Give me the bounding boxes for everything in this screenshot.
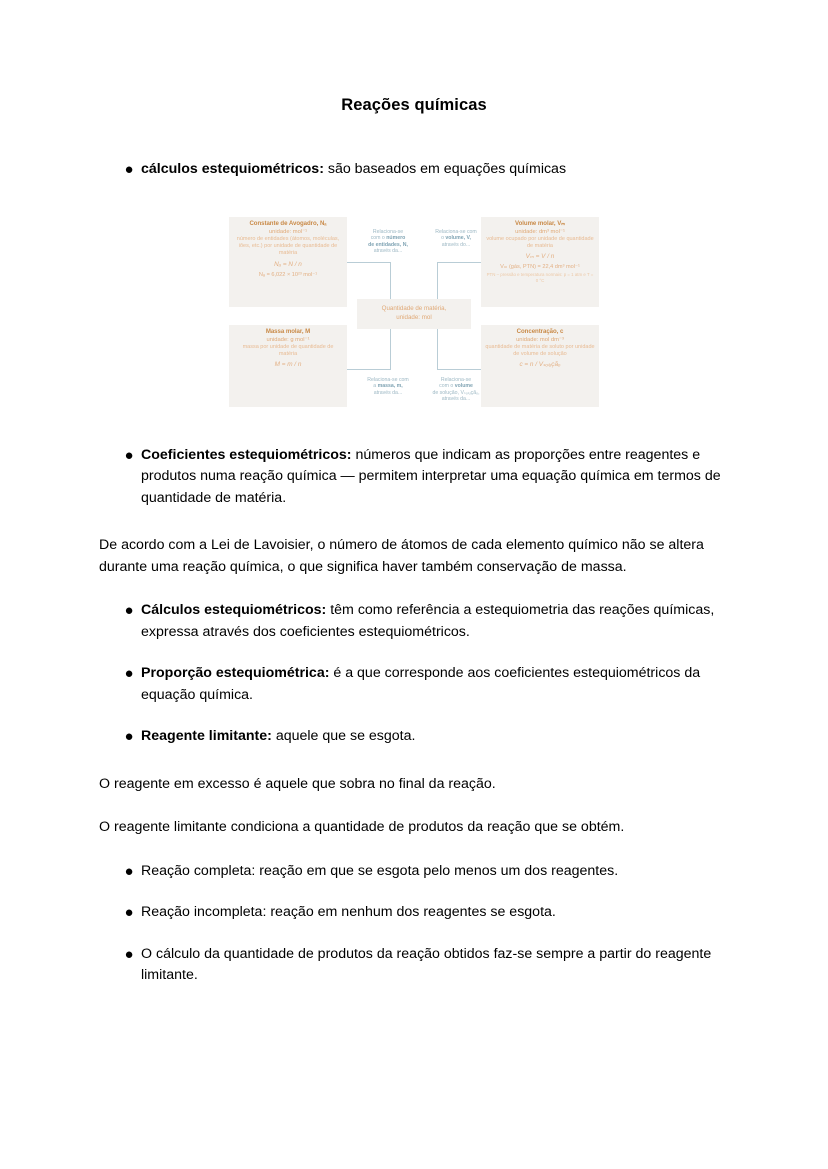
connector-text: com o [439, 383, 455, 390]
diagram-box-constante-avogadro [229, 217, 347, 307]
page-title: Reações químicas [341, 96, 487, 114]
diagram-box-formula: M = m / n [274, 361, 302, 369]
list-item-text: Reação incompleta: reação em nenhum dos reagentes se esgota. [141, 904, 556, 920]
list-item [99, 445, 729, 510]
connector-line-2 [425, 235, 487, 242]
diagram-box-note: Nₐ = 6,022 × 10²³ mol⁻¹ [258, 271, 318, 278]
diagram-box-unit: unidade: mol⁻¹ [268, 228, 308, 235]
list-item [99, 902, 729, 924]
list-item-body: são baseados em equações químicas [323, 161, 567, 177]
diagram-box-unit: unidade: mol dm⁻³ [516, 336, 564, 343]
diagram-box-unit: unidade: g mol⁻¹ [266, 336, 310, 343]
connector-line-4: através da... [373, 248, 403, 255]
spacer [99, 578, 729, 600]
connector-line-3: de solução, Vₛₒₗᵤçãₒ, [432, 389, 480, 396]
bullet-icon: ● [124, 904, 134, 921]
arrow-line-top-left-vert [390, 262, 391, 300]
list-item [99, 600, 729, 643]
diagram-box-description: volume ocupado por unidade de quantidade de matéria [486, 235, 594, 249]
list-item-label: Reagente limitante: [141, 728, 272, 744]
list-item [99, 159, 729, 181]
list-item-text [141, 600, 729, 643]
connector-line-2 [425, 383, 487, 390]
connector-line-2 [357, 235, 419, 242]
diagram-figure [99, 217, 729, 417]
connector-line-4: através da... [373, 389, 403, 396]
connector-text: com o [370, 235, 387, 242]
spacer [99, 839, 729, 861]
diagram-center-line2: unidade: mol [396, 313, 432, 321]
bullet-icon: ● [124, 446, 134, 464]
connector-text: o [441, 235, 446, 242]
diagram-box-description: massa por unidade de quantidade de matéria [242, 343, 334, 357]
diagram-box-description: quantidade de matéria de soluto por unidade de volume de solução [485, 343, 595, 357]
connector-emphasis: volume, V, [445, 235, 471, 242]
connector-text: a [373, 383, 378, 390]
list-item [99, 861, 729, 883]
list-item [99, 726, 729, 748]
connector-line-1: Relaciona-se com [435, 228, 477, 235]
diagram-center-box [357, 299, 471, 329]
list-item-text: O cálculo da quantidade de produtos da reação obtidos faz-se sempre a partir do reagente limitante. [141, 945, 712, 983]
diagram-box-subnote: PTN – pressão e temperatura normais: p = 1 atm e T = 0 °C [486, 271, 594, 283]
spacer [99, 513, 729, 535]
diagram-connector-top-left [357, 229, 419, 255]
diagram-box-massa-molar [229, 325, 347, 407]
list-item-text [141, 445, 729, 510]
quantidade-de-materia-diagram [229, 217, 599, 417]
bullet-icon: ● [124, 161, 134, 178]
spacer [99, 647, 729, 663]
bullet-icon: ● [124, 728, 134, 745]
connector-emphasis: massa, m, [377, 383, 403, 390]
diagram-box-formula: c = n / Vₛₒₗᵤçãₒ [519, 361, 561, 369]
connector-line-1: Relaciona-se [372, 228, 404, 235]
list-item [99, 663, 729, 706]
diagram-box-description: número de entidades (átomos, moléculas, iões, etc.) por unidade de quantidade de matéria [236, 235, 340, 257]
bullet-icon: ● [124, 945, 134, 963]
list-item-label: Proporção estequiométrica: [141, 665, 330, 681]
spacer [99, 710, 729, 726]
spacer [99, 886, 729, 902]
diagram-box-note: Vₘ (gás, PTN) = 22,4 dm³ mol⁻¹ [500, 264, 580, 271]
diagram-connector-bottom-right [425, 377, 487, 403]
spacer [99, 795, 729, 817]
paragraph-lavoisier: De acordo com a Lei de Lavoisier, o número de átomos de cada elemento químico não se altera durante uma reação química, o que significa haver também conservação de massa. [99, 537, 704, 575]
list-item-text [141, 663, 729, 706]
list-item [99, 944, 729, 987]
diagram-box-title: Volume molar, Vₘ [515, 219, 565, 227]
bullet-icon: ● [124, 602, 134, 619]
diagram-box-title: Concentração, c [516, 327, 564, 335]
connector-line-1: Relaciona-se com [367, 376, 409, 383]
spacer [99, 928, 729, 944]
connector-emphasis: de entidades, N, [368, 241, 408, 248]
spacer [99, 752, 729, 774]
list-item-body: números que indicam as proporções entre reagentes e produtos numa reação química — permitem interpretar uma equação química em termos de quantidade de matéria. [141, 446, 721, 506]
connector-emphasis: número [386, 235, 406, 242]
bullet-icon: ● [124, 665, 134, 682]
diagram-connector-bottom-left [357, 377, 419, 397]
diagram-connector-top-right [425, 229, 487, 249]
connector-emphasis: volume [454, 383, 473, 390]
bullet-icon: ● [124, 862, 134, 880]
arrow-line-bottom-right-vert [437, 329, 438, 369]
list-item-label: cálculos estequiométricos: [141, 161, 324, 177]
arrow-line-top-right-vert [437, 262, 438, 300]
list-item-body: é a que corresponde aos coeficientes estequiométricos da equação química. [141, 665, 701, 703]
connector-line-3 [357, 242, 419, 249]
paragraph-reagente-limitante: O reagente limitante condiciona a quantidade de produtos da reação que se obtém. [99, 819, 625, 835]
list-item-label: Coeficientes estequiométricos: [141, 446, 352, 463]
diagram-box-formula: Nₐ = N / n [274, 260, 302, 268]
list-item-text: Reação completa: reação em que se esgota pelo menos um dos reagentes. [141, 862, 619, 879]
paragraph-reagente-excesso: O reagente em excesso é aquele que sobra no final da reação. [99, 775, 496, 792]
diagram-box-formula: Vₘ = V / n [525, 253, 555, 261]
list-item-text [141, 726, 729, 748]
list-item-text [141, 159, 729, 181]
diagram-box-concentracao [481, 325, 599, 407]
document-content [99, 96, 729, 991]
list-item-label: Cálculos estequiométricos: [141, 602, 327, 618]
diagram-center-line1: Quantidade de matéria, [381, 304, 447, 312]
connector-line-1: Relaciona-se [440, 376, 472, 383]
connector-line-2 [357, 383, 419, 390]
list-item-body: aquele que se esgota. [271, 728, 416, 744]
connector-line-4: através do... [441, 241, 471, 248]
diagram-box-volume-molar [481, 217, 599, 307]
arrow-line-bottom-left-vert [390, 329, 391, 369]
list-item-body: têm como referência a estequiometria das reações químicas, expressa através dos coeficientes estequiométricos. [141, 602, 715, 640]
connector-line-4: através da... [441, 396, 471, 403]
diagram-box-title: Constante de Avogadro, Nₐ [249, 219, 327, 227]
diagram-box-title: Massa molar, M [265, 327, 311, 335]
diagram-box-unit: unidade: dm³ mol⁻¹ [515, 228, 565, 235]
